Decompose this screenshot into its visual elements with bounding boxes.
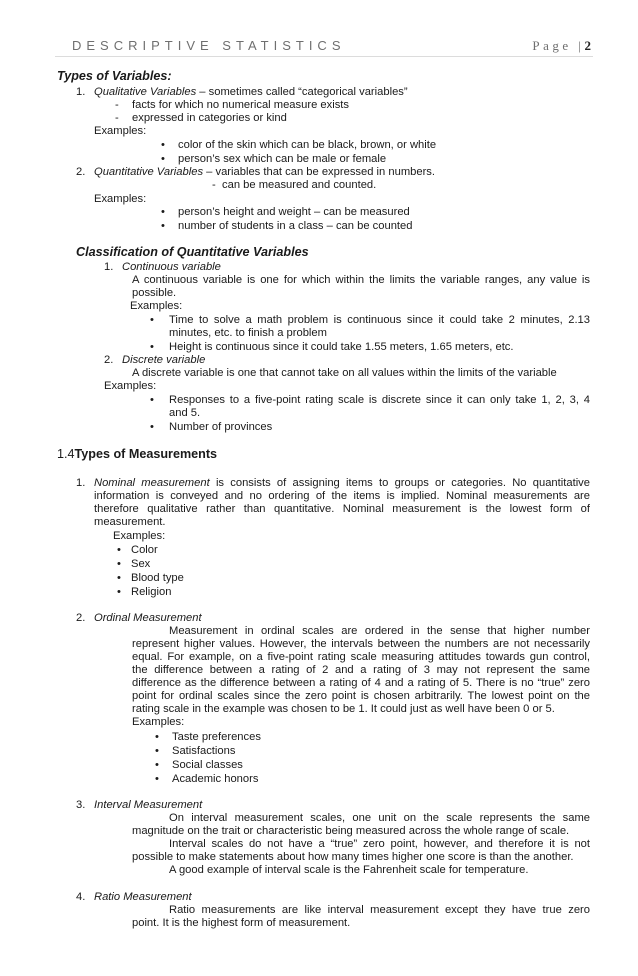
dash-glyph: - xyxy=(212,179,216,191)
bullet-glyph: • xyxy=(155,773,159,785)
q2-term: Quantitative Variables xyxy=(94,166,204,178)
m2-example-1: Taste preferences xyxy=(172,731,261,743)
q1-example-2: person’s sex which can be male or female xyxy=(178,153,387,165)
m1-example-2: Sex xyxy=(131,558,151,570)
q2-example-1: person’s height and weight – can be measured xyxy=(178,206,410,218)
m2-line-6: point for ordinal scales since the zero point is chosen arbitrarily. The lowest point on the xyxy=(132,690,590,702)
bullet-glyph: • xyxy=(150,394,154,406)
m3-line-3: Interval scales do not have a “true” zero point, however, and therefore it is not xyxy=(169,838,590,850)
m1-example-4: Religion xyxy=(131,586,172,598)
bullet-glyph: • xyxy=(161,206,165,218)
m2-term: Ordinal Measurement xyxy=(94,612,202,624)
c1-example-2: Height is continuous since it could take 1.55 meters, 1.65 meters, etc. xyxy=(169,341,514,353)
m1-line-1-text: is consists of assigning items to groups or categories. No quantitative xyxy=(209,477,590,489)
m3-term: Interval Measurement xyxy=(94,799,203,811)
m2-example-3: Social classes xyxy=(172,759,243,771)
page-label: Page | xyxy=(532,38,585,53)
running-header-title: DESCRIPTIVE STATISTICS xyxy=(72,38,346,53)
m4-term: Ratio Measurement xyxy=(94,891,192,903)
q2-examples-label: Examples: xyxy=(94,193,147,205)
page-number: 2 xyxy=(584,38,591,53)
bullet-glyph: • xyxy=(161,139,165,151)
c1-example-1-line-2: minutes, etc. to finish a problem xyxy=(169,327,327,339)
q2-detail-1: can be measured and counted. xyxy=(222,179,377,191)
measurements-title: Types of Measurements xyxy=(74,447,218,461)
c2-term: Discrete variable xyxy=(122,354,206,366)
bullet-glyph: • xyxy=(150,341,154,353)
m1-line-4: measurement. xyxy=(94,516,166,528)
m4-line-2: point. It is the highest form of measurement. xyxy=(132,917,351,929)
c1-example-1-line-1: Time to solve a math problem is continuous since it could take 2 minutes, 2.13 xyxy=(169,314,590,326)
bullet-glyph: • xyxy=(150,314,154,326)
bullet-glyph: • xyxy=(161,153,165,165)
q1-detail-2: expressed in categories or kind xyxy=(132,112,287,124)
bullet-glyph: • xyxy=(155,759,159,771)
m2-number: 2. xyxy=(76,612,86,624)
q2-line xyxy=(94,166,435,179)
q1-term: Qualitative Variables xyxy=(94,86,197,98)
q1-description: – sometimes called “categorical variables” xyxy=(196,86,408,98)
m4-number: 4. xyxy=(76,891,86,903)
m1-line-1 xyxy=(94,477,590,490)
m4-line-1: Ratio measurements are like interval measurement except they have true zero xyxy=(169,904,590,916)
m1-term: Nominal measurement xyxy=(94,477,210,489)
q2-number: 2. xyxy=(76,166,86,178)
q1-examples-label: Examples: xyxy=(94,125,147,137)
m1-example-3: Blood type xyxy=(131,572,184,584)
c2-example-1-line-1: Responses to a five-point rating scale is discrete since it can only take 1, 2, 3, 4 xyxy=(169,394,590,406)
bullet-glyph: • xyxy=(117,586,121,598)
m3-line-5: A good example of interval scale is the Fahrenheit scale for temperature. xyxy=(169,864,529,876)
q2-description: – variables that can be expressed in numbers. xyxy=(203,166,436,178)
m2-examples-label: Examples: xyxy=(132,716,185,728)
measurements-heading xyxy=(57,448,217,461)
bullet-glyph: • xyxy=(117,572,121,584)
m1-line-3: therefore qualitative rather than quantitative. Nominal measurement is the lowest form of xyxy=(94,503,590,515)
m1-number: 1. xyxy=(76,477,86,489)
m1-examples-label: Examples: xyxy=(113,530,166,542)
m2-example-2: Satisfactions xyxy=(172,745,236,757)
m2-line-7: rating scale in the example was chosen to be 1. It could just as well have been 0 or 5. xyxy=(132,703,555,715)
m2-line-2: represent higher values. However, the intervals between the numbers are not necessarily xyxy=(132,638,590,650)
bullet-glyph: • xyxy=(117,544,121,556)
page-number-label xyxy=(532,38,591,54)
c2-example-2: Number of provinces xyxy=(169,421,273,433)
c2-paragraph-line-1: A discrete variable is one that cannot take on all values within the limits of the variable xyxy=(132,367,557,379)
bullet-glyph: • xyxy=(161,220,165,232)
m3-line-2: magnitude on the trait or characteristic being measured across the whole range of scale. xyxy=(132,825,570,837)
m3-number: 3. xyxy=(76,799,86,811)
c1-number: 1. xyxy=(104,261,114,273)
classification-heading: Classification of Quantitative Variables xyxy=(76,245,309,259)
c1-paragraph-line-1: A continuous variable is one for which within the limits the variable ranges, any value is xyxy=(132,274,590,286)
dash-glyph: - xyxy=(115,99,119,111)
section-number: 1.4 xyxy=(57,447,75,461)
c2-examples-label: Examples: xyxy=(104,380,157,392)
bullet-glyph: • xyxy=(150,421,154,433)
c1-examples-label: Examples: xyxy=(130,300,183,312)
bullet-glyph: • xyxy=(155,731,159,743)
q1-line xyxy=(94,86,408,99)
q1-example-1: color of the skin which can be black, brown, or white xyxy=(178,139,437,151)
m2-line-4: the difference between a rating of 2 and a rating of 3 may not represent the same xyxy=(132,664,590,676)
c1-term: Continuous variable xyxy=(122,261,221,273)
q1-number: 1. xyxy=(76,86,86,98)
m2-example-4: Academic honors xyxy=(172,773,259,785)
c1-paragraph-line-2: possible. xyxy=(132,287,177,299)
types-heading: Types of Variables: xyxy=(57,69,172,83)
header-rule xyxy=(55,56,593,57)
dash-glyph: - xyxy=(115,112,119,124)
q1-detail-1: facts for which no numerical measure exists xyxy=(132,99,349,111)
m3-line-4: possible to make statements about how many times higher one score is than the another. xyxy=(132,851,574,863)
m2-line-1: Measurement in ordinal scales are ordered in the sense that higher number xyxy=(169,625,590,637)
m1-example-1: Color xyxy=(131,544,158,556)
bullet-glyph: • xyxy=(155,745,159,757)
bullet-glyph: • xyxy=(117,558,121,570)
m2-line-5: difference as the difference between a rating of 4 and a rating of 5. There is no “true” zero xyxy=(132,677,590,689)
m2-line-3: equal. For example, on a five-point rating scale measuring attitudes towards gun control, xyxy=(132,651,590,663)
c2-number: 2. xyxy=(104,354,114,366)
q2-example-2: number of students in a class – can be counted xyxy=(178,220,413,232)
m3-line-1: On interval measurement scales, one unit on the scale represents the same xyxy=(169,812,590,824)
m1-line-2: information is conveyed and no ordering of the items is implied. Nominal measurements are xyxy=(94,490,590,502)
c2-example-1-line-2: and 5. xyxy=(169,407,201,419)
